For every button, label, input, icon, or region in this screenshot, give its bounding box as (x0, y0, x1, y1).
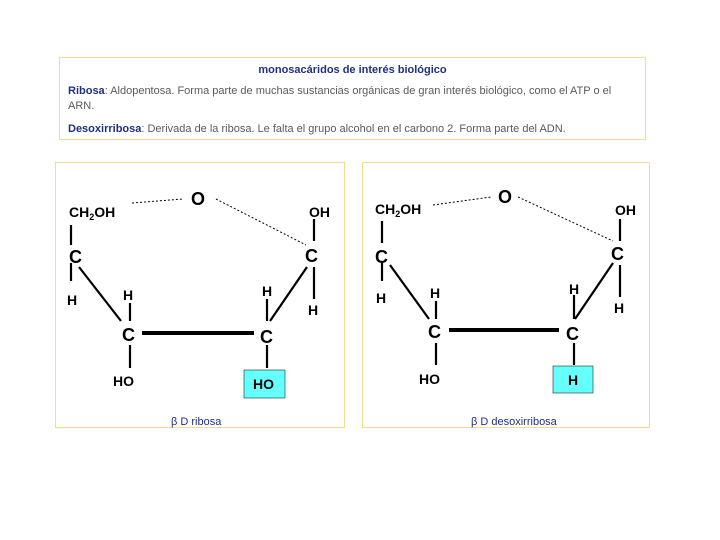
deoxyribose-carbon-2: C (566, 324, 579, 344)
ring-bond-c4-o (132, 199, 183, 203)
desoxirribosa-description (68, 122, 637, 137)
ring-bond-c1-c2 (575, 263, 613, 319)
deoxyribose-h-c2: H (569, 281, 580, 297)
ribose-panel (55, 162, 345, 428)
desoxirribosa-desc: : Derivada de la ribosa. Le falta el grupo alcohol en el carbono 2. Forma parte del ADN. (141, 123, 566, 135)
deoxyribose-h-c2-highlight: H (568, 372, 579, 388)
ribose-ho-c2: HO (253, 376, 274, 392)
ring-bond-c4-c3 (79, 267, 121, 321)
ring-bond-c4-c3 (390, 265, 429, 319)
info-panel (59, 57, 646, 140)
deoxyribose-h-c1: H (614, 300, 625, 316)
ribose-h-c1: H (308, 302, 319, 318)
ribosa-description (68, 84, 637, 114)
ribose-caption: β D ribosa (171, 416, 222, 428)
deoxyribose-carbon-1: C (611, 244, 624, 264)
ribosa-desc: : Aldopentosa. Forma parte de muchas sustancias orgánicas de gran interés biológico, como el ATP o el ARN. (68, 85, 612, 112)
ribose-h-c3: H (123, 287, 134, 303)
deoxyribose-h-c3: H (430, 285, 441, 301)
deoxyribose-ho-c3: HO (419, 371, 440, 387)
deoxyribose-oh-c1: OH (615, 202, 636, 218)
ribose-ho-c3: HO (113, 373, 134, 389)
ribose-oh-c1: OH (309, 204, 330, 220)
deoxyribose-carbon-3: C (428, 322, 441, 342)
ribose-carbon-2: C (260, 327, 273, 347)
ribose-structure (56, 163, 346, 429)
ribose-ring-oxygen: O (191, 189, 206, 209)
ring-bond-c1-c2 (270, 267, 307, 321)
desoxirribosa-term: Desoxirribosa (68, 123, 142, 135)
ring-bond-c4-o (433, 197, 491, 205)
ribose-carbon-4: C (69, 247, 82, 267)
deoxyribose-carbon-4: C (375, 247, 388, 267)
ring-bond-o-c1 (518, 197, 613, 241)
deoxyribose-ch2oh: $CH_2OH$ (375, 201, 422, 219)
ring-bond-o-c1 (216, 199, 306, 245)
ribosa-term: Ribosa (68, 85, 105, 97)
deoxyribose-panel (362, 162, 650, 428)
info-title: monosacáridos de interés biológico (258, 64, 447, 76)
deoxyribose-ring-oxygen: O (498, 187, 513, 207)
ribose-carbon-3: C (122, 325, 135, 345)
ribose-ch2oh: $CH_2OH$ (69, 204, 116, 222)
deoxyribose-h-c4: H (376, 290, 387, 306)
ribose-h-c2: H (262, 283, 273, 299)
deoxyribose-caption: β D desoxirribosa (471, 416, 557, 428)
ribose-h-c4: H (67, 292, 78, 308)
deoxyribose-structure (363, 163, 651, 429)
ribose-carbon-1: C (305, 246, 318, 266)
